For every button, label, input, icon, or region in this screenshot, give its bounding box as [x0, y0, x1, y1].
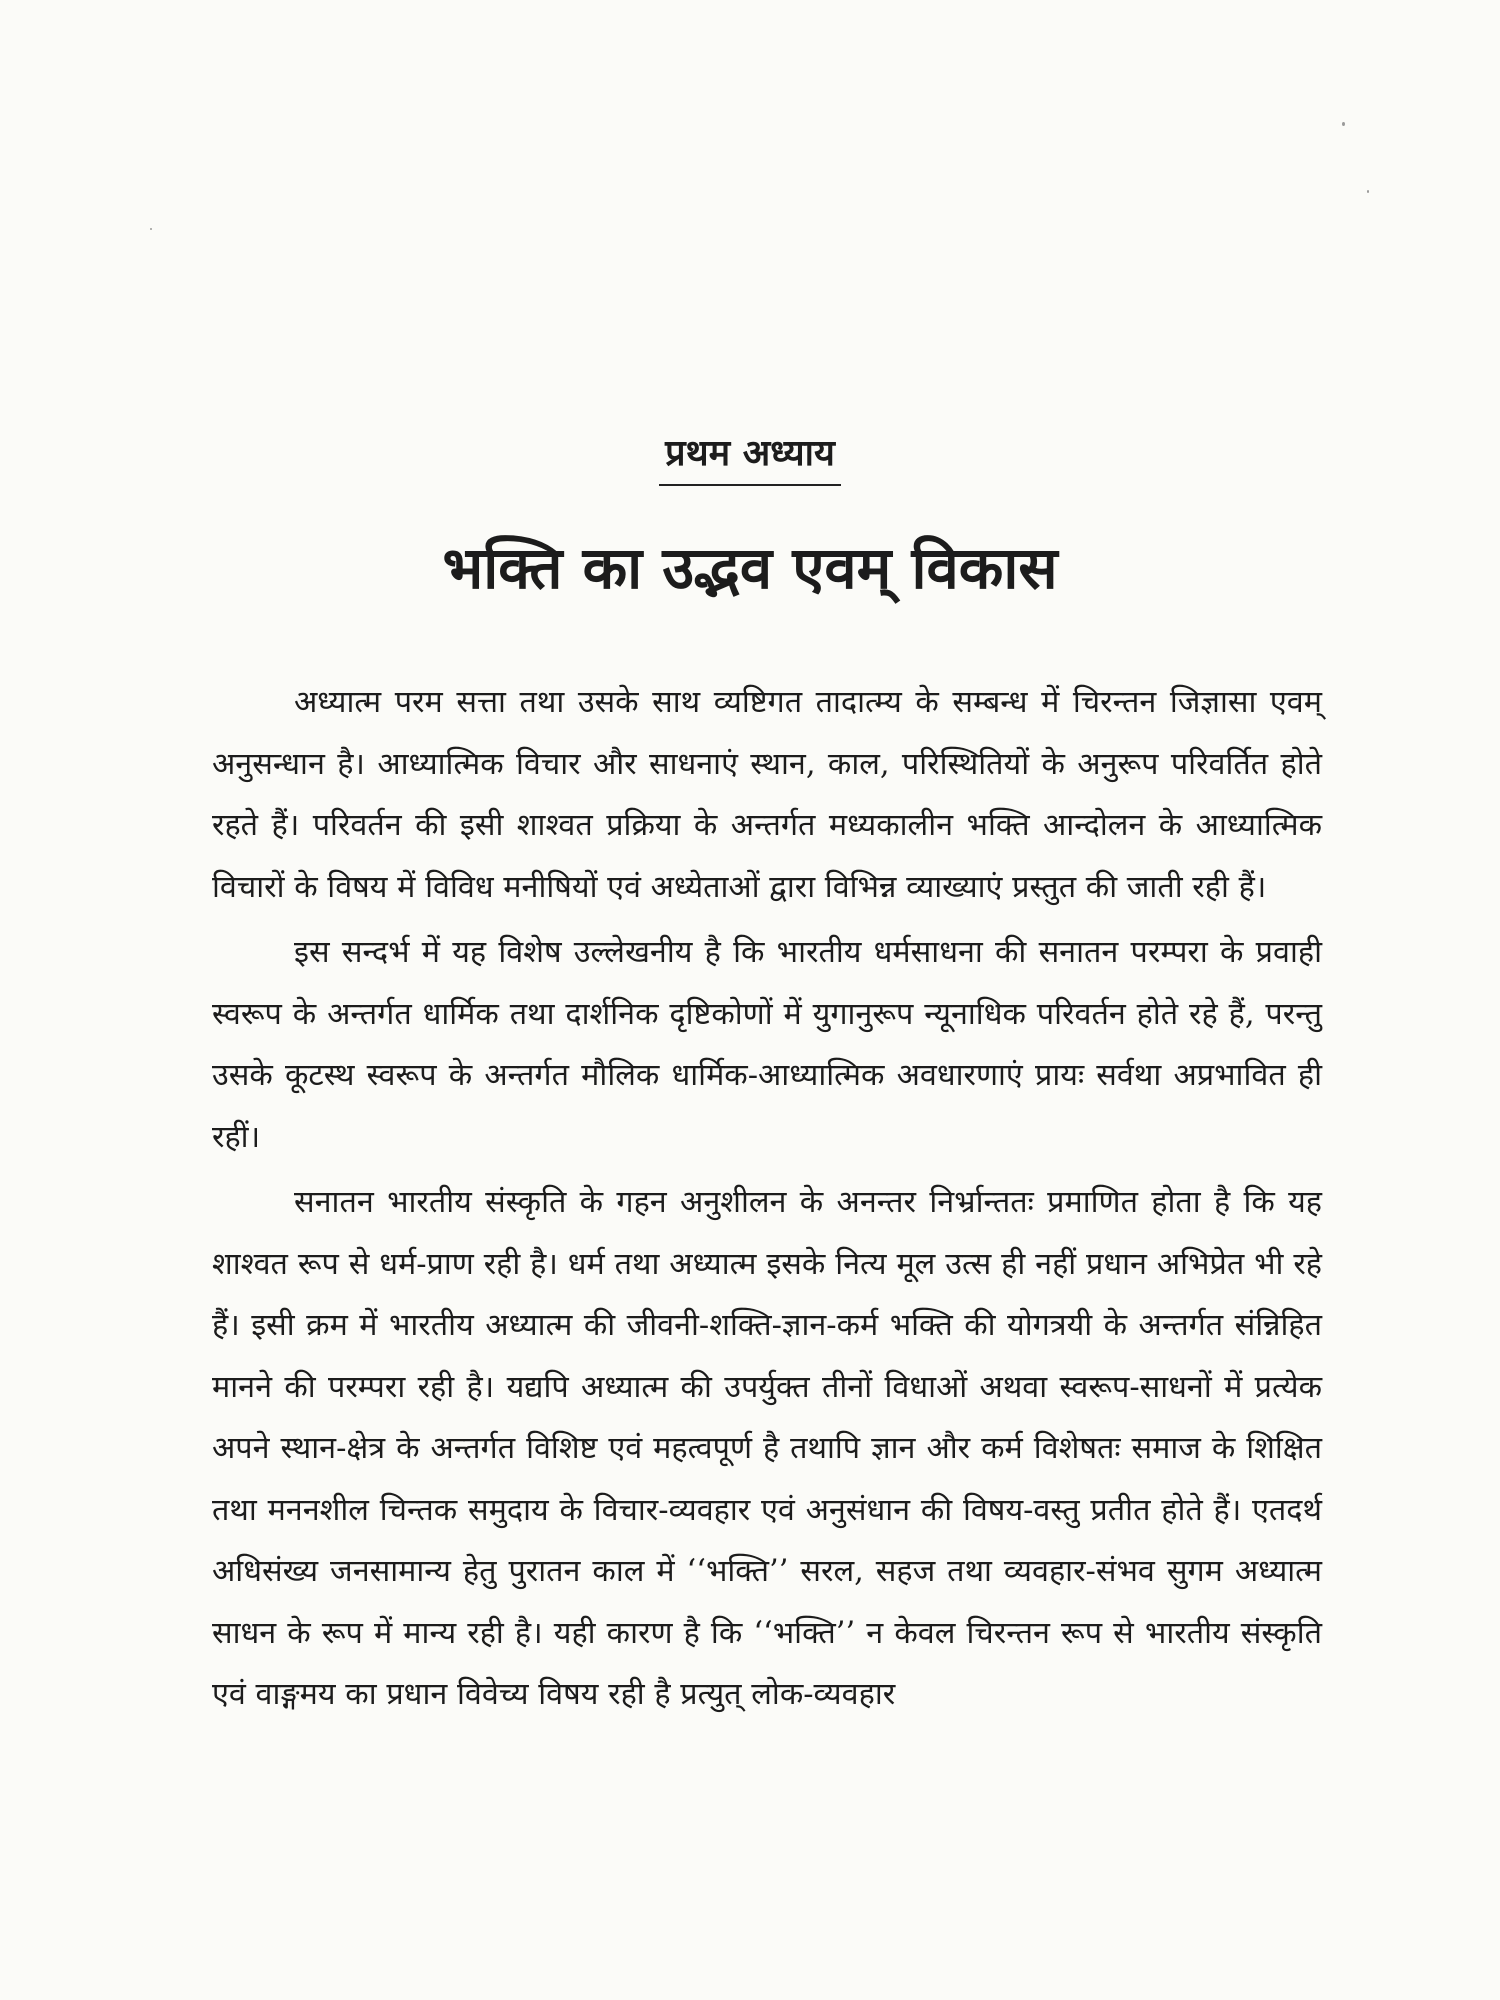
chapter-body	[212, 672, 1322, 1730]
chapter-title: भक्ति का उद्भव एवम् विकास	[442, 534, 1058, 602]
paragraph: सनातन भारतीय संस्कृति के गहन अनुशीलन के अनन्तर निर्भ्रान्ततः प्रमाणित होता है कि यह शाश्वत रूप से धर्म-प्राण रही है। धर्म तथा अध्यात्म इसके नित्य मूल उत्स ही नहीं प्रधान अभिप्रेत भी रहे हैं। इसी क्रम में भारतीय अध्यात्म की जीवनी-शक्ति-ज्ञान-कर्म भक्ति की योगत्रयी के अन्तर्गत संन्निहित मानने की परम्परा रही है। यद्यपि अध्यात्म की उपर्युक्त तीनों विधाओं अथवा स्वरूप-साधनों में प्रत्येक अपने स्थान-क्षेत्र के अन्तर्गत विशिष्ट एवं महत्वपूर्ण है तथापि ज्ञान और कर्म विशेषतः समाज के शिक्षित तथा मननशील चिन्तक समुदाय के विचार-व्यवहार एवं अनुसंधान की विषय-वस्तु प्रतीत होते हैं। एतदर्थ अधिसंख्य जनसामान्य हेतु पुरातन काल में ‘‘भक्ति’’ सरल, सहज तथा व्यवहार-संभव सुगम अध्यात्म साधन के रूप में मान्य रही है। यही कारण है कि ‘‘भक्ति’’ न केवल चिरन्तन रूप से भारतीय संस्कृति एवं वाङ्गमय का प्रधान विवेच्य विषय रही है प्रत्युत् लोक-व्यवहार	[212, 1185, 1322, 1712]
scan-speck	[1367, 190, 1369, 193]
chapter-label	[0, 428, 1500, 486]
scan-speck	[150, 228, 152, 230]
paragraph: अध्यात्म परम सत्ता तथा उसके साथ व्यष्टिगत तादात्म्य के सम्बन्ध में चिरन्तन जिज्ञासा एवम् अनुसन्धान है। आध्यात्मिक विचार और साधनाएं स्थान, काल, परिस्थितियों के अनुरूप परिवर्तित होते रहते हैं। परिवर्तन की इसी शाश्वत प्रक्रिया के अन्तर्गत मध्यकालीन भक्ति आन्दोलन के आध्यात्मिक विचारों के विषय में विविध मनीषियों एवं अध्येताओं द्वारा विभिन्न व्याख्याएं प्रस्तुत की जाती रही हैं।	[212, 685, 1322, 905]
chapter-label-text: प्रथम अध्याय	[659, 428, 841, 486]
paragraph: इस सन्दर्भ में यह विशेष उल्लेखनीय है कि भारतीय धर्मसाधना की सनातन परम्परा के प्रवाही स्वरूप के अन्तर्गत धार्मिक तथा दार्शनिक दृष्टिकोणों में युगानुरूप न्यूनाधिक परिवर्तन होते रहे हैं, परन्तु उसके कूटस्थ स्वरूप के अन्तर्गत मौलिक धार्मिक-आध्यात्मिक अवधारणाएं प्रायः सर्वथा अप्रभावित ही रहीं।	[212, 935, 1322, 1155]
scan-speck	[1342, 122, 1345, 126]
